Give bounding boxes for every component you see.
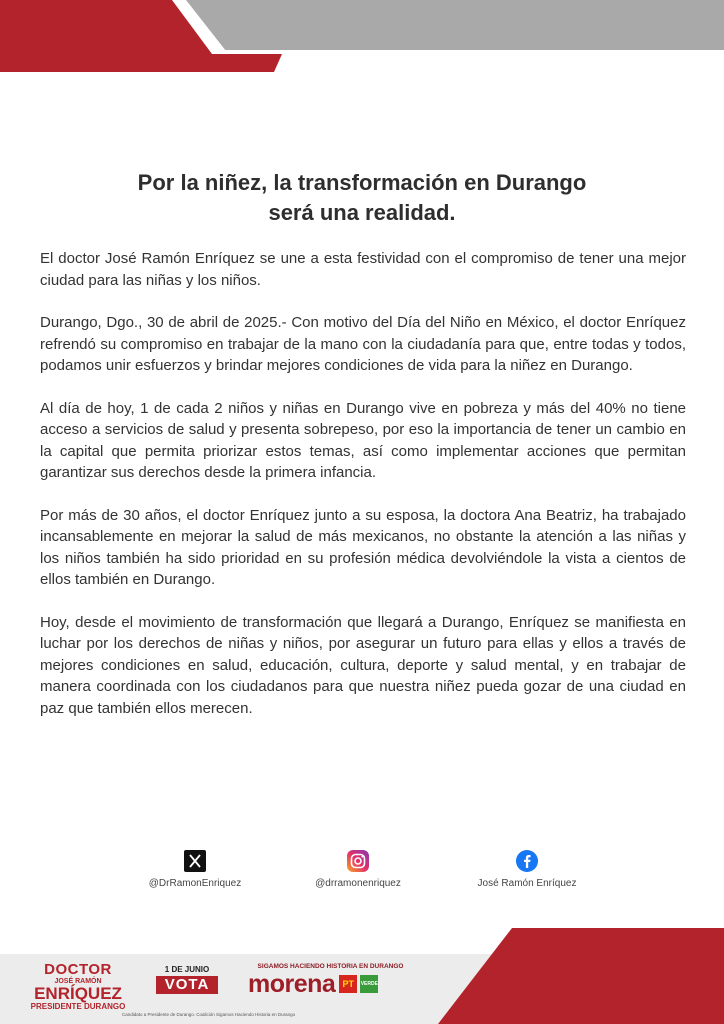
social-links bbox=[0, 850, 724, 894]
header-decoration bbox=[0, 0, 724, 80]
logo-doctor-word: DOCTOR bbox=[44, 961, 112, 978]
candidate-logo bbox=[28, 962, 128, 1011]
facebook-handle: José Ramón Enríquez bbox=[477, 878, 577, 889]
social-x[interactable] bbox=[105, 850, 285, 889]
morena-logo: morena bbox=[248, 970, 336, 998]
instagram-handle: @drramonenriquez bbox=[315, 878, 401, 889]
x-twitter-icon bbox=[184, 850, 206, 872]
x-handle: @DrRamonEnriquez bbox=[148, 878, 242, 889]
paragraph-4: Por más de 30 años, el doctor Enríquez junto a su esposa, la doctora Ana Beatriz, ha trabajado incansablemente en mejorar la salud de más mexicanos, no obstante la atención a las niñas y los niños también ha sido prioridad en su profesión médica devolviéndole la vista a cientos de ellos también en Durango. bbox=[40, 506, 686, 588]
pt-logo: PT bbox=[339, 975, 357, 993]
paragraph-3: Al día de hoy, 1 de cada 2 niños y niñas en Durango vive en pobreza y más del 40% no tiene acceso a servicios de salud y presenta sobrepeso, por eso la importancia de tener un cambio en la capital que permita priorizar estos temas, así como implementar acciones que permitan garantizar sus derechos desde la primera infancia. bbox=[40, 399, 686, 481]
document-body bbox=[40, 248, 686, 740]
paragraph-2: Durango, Dgo., 30 de abril de 2025.- Con motivo del Día del Niño en México, el doctor Enríquez refrendó su compromiso en trabajar de la mano con la ciudadanía para que, entre todas y todos, podamos unir esfuerzos y brindar mejores condiciones de vida para la niñez en Durango. bbox=[40, 314, 686, 374]
facebook-icon bbox=[516, 850, 538, 872]
party-logo-row bbox=[248, 971, 413, 997]
vota-label: VOTA bbox=[156, 976, 218, 994]
verde-logo: VERDE bbox=[360, 975, 378, 993]
logo-office: PRESIDENTE DURANGO bbox=[30, 1002, 126, 1011]
title-line-2: será una realidad. bbox=[268, 200, 456, 225]
footer-red-block bbox=[438, 928, 724, 1024]
coalition-tagline: SIGAMOS HACIENDO HISTORIA EN DURANGO bbox=[257, 963, 404, 970]
vota-date: 1 DE JUNIO bbox=[164, 965, 210, 974]
paragraph-5: Hoy, desde el movimiento de transformación que llegará a Durango, Enríquez se manifiesta en luchar por los derechos de niñas y niños, por asegurar un futuro para ellas y ellos a través de mejores condiciones en salud, educación, cultura, deporte y salud mental, y en trabajar de manera coordinada con los ciudadanos para que nuestra niñez pueda gozar de una ciudad en paz que también ellos merecen. bbox=[40, 613, 686, 717]
legal-caption: Candidato a Presidente de Durango. Coalición Sigamos Haciendo Historia en Durango bbox=[122, 1012, 296, 1017]
logo-first-name: JOSÉ RAMÓN bbox=[54, 978, 102, 985]
header-gray-band bbox=[185, 0, 724, 50]
social-facebook[interactable] bbox=[437, 850, 617, 889]
party-logos bbox=[248, 963, 413, 997]
instagram-icon bbox=[347, 850, 369, 872]
social-instagram[interactable] bbox=[268, 850, 448, 889]
paragraph-1: El doctor José Ramón Enríquez se une a esta festividad con el compromiso de tener una mejor ciudad para las niñas y los niños. bbox=[40, 250, 686, 289]
document-title bbox=[40, 168, 684, 228]
logo-last-name: ENRÍQUEZ bbox=[34, 984, 122, 1003]
vota-logo bbox=[156, 965, 218, 994]
title-line-1: Por la niñez, la transformación en Durango bbox=[137, 170, 587, 195]
